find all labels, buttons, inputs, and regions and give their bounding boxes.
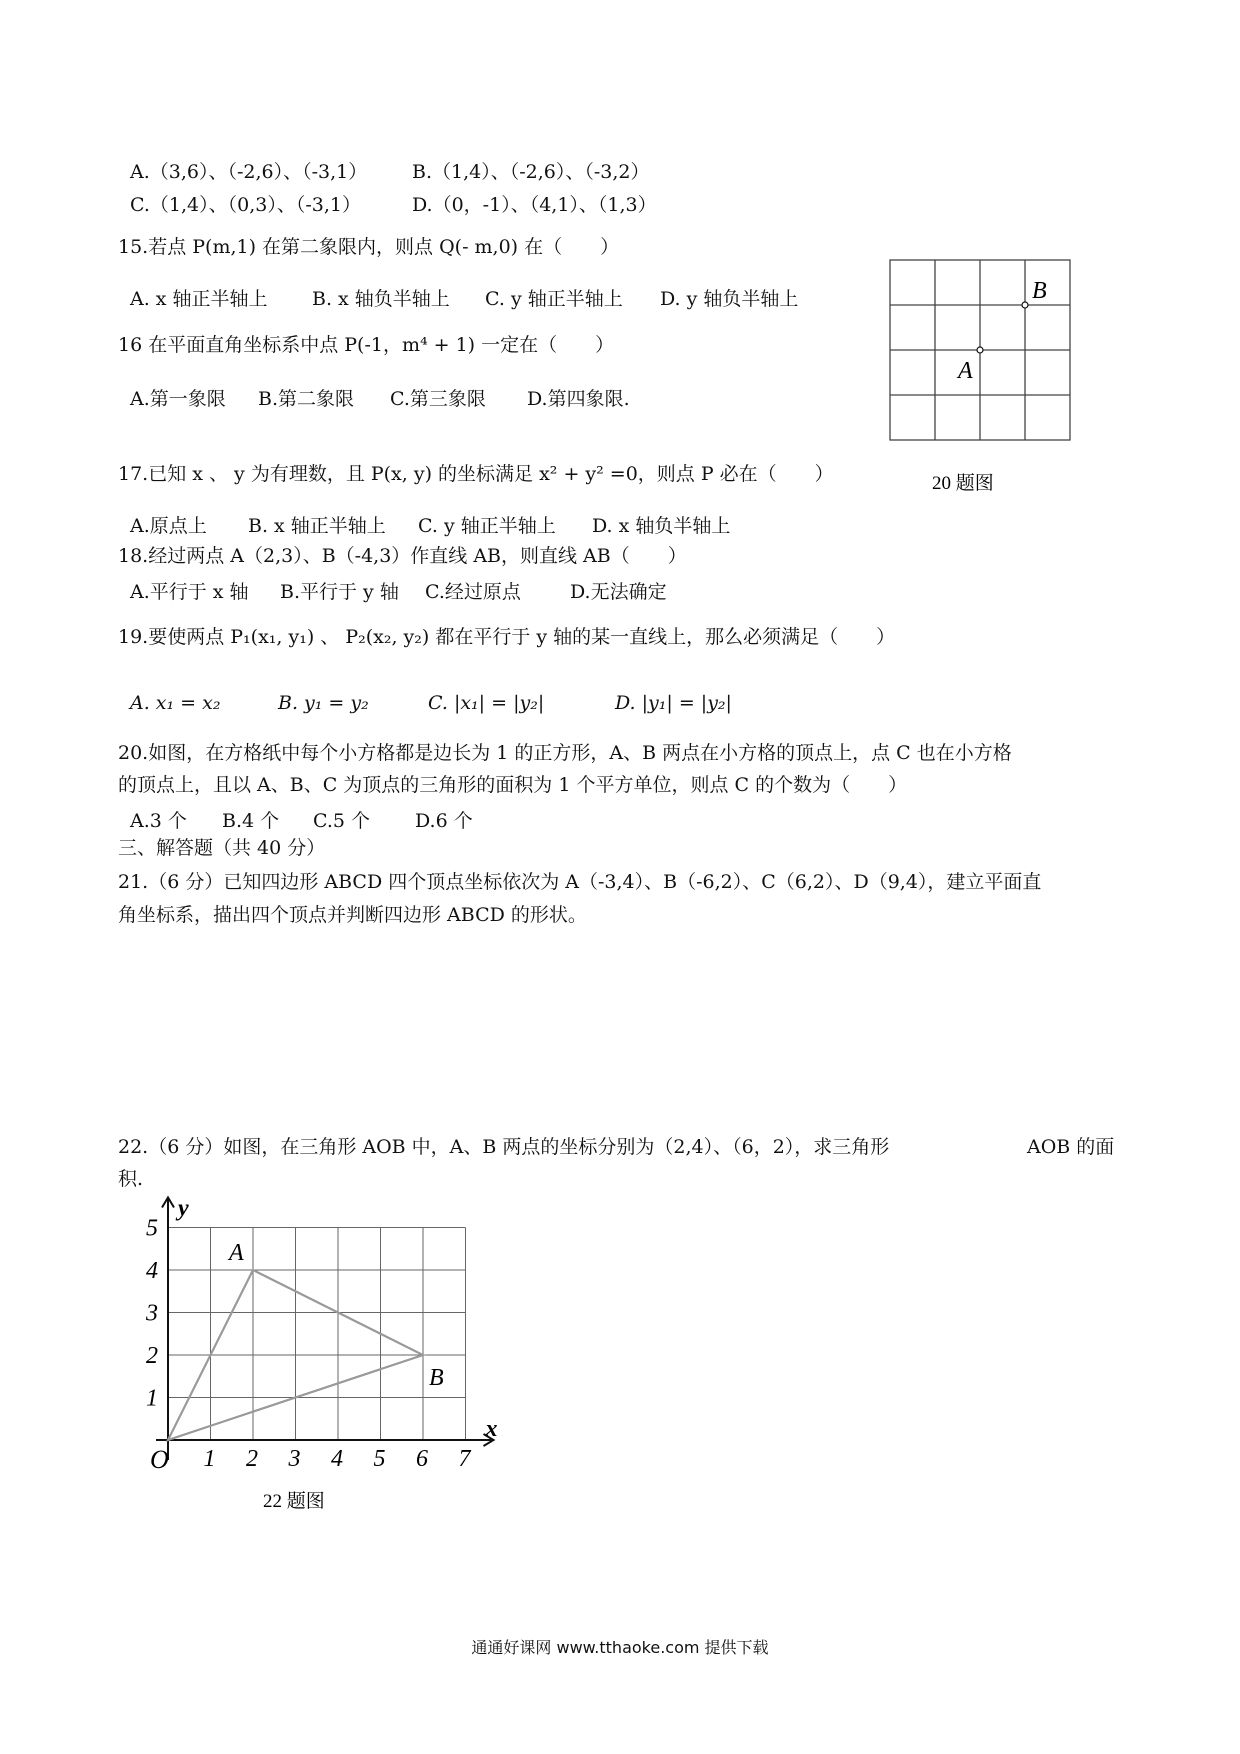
q21-line1: 21.（6 分）已知四边形 ABCD 四个顶点坐标依次为 A（-3,4）、B（-6,2）、C（6,2）、D（9,4），建立平面直 — [118, 871, 1042, 893]
q21-line2: 角坐标系，描出四个顶点并判断四边形 ABCD 的形状。 — [118, 904, 587, 926]
x-tick-label: 4 — [331, 1446, 343, 1472]
x-tick-label: 5 — [373, 1446, 386, 1472]
q16-option-b: B.第二象限 — [258, 388, 355, 410]
q19-option-d: D. |y₁| = |y₂| — [615, 692, 732, 714]
q18-option-d: D.无法确定 — [570, 581, 667, 603]
q22-y-ticks — [145, 1216, 158, 1412]
x-tick-label: 3 — [288, 1446, 301, 1472]
q20-option-c: C.5 个 — [313, 810, 371, 832]
q18-stem: 18.经过两点 A（2,3）、B（-4,3）作直线 AB，则直线 AB（ ） — [118, 545, 687, 567]
q18-option-c: C.经过原点 — [425, 581, 521, 603]
q20-caption: 20 题图 — [932, 473, 994, 494]
section3-title: 三、解答题（共 40 分） — [118, 837, 326, 859]
x-tick-label: 6 — [416, 1446, 428, 1472]
q17-option-b: B. x 轴正半轴上 — [248, 515, 386, 537]
q20-stem-line2: 的顶点上，且以 A、B、C 为顶点的三角形的面积为 1 个平方单位，则点 C 的个数为（ ） — [118, 774, 908, 796]
q20-option-d: D.6 个 — [415, 810, 473, 832]
q14-option-c: C.（1,4）、（0,3）、（-3,1） — [130, 194, 361, 216]
q17-option-d: D. x 轴负半轴上 — [592, 515, 731, 537]
q19-option-a: A. x₁ = x₂ — [130, 692, 221, 714]
q17-option-c: C. y 轴正半轴上 — [418, 515, 556, 537]
q15-option-d: D. y 轴负半轴上 — [660, 288, 799, 310]
y-tick-label: 3 — [146, 1300, 158, 1327]
q22-x-axis-label: x — [485, 1416, 498, 1442]
q15-option-c: C. y 轴正半轴上 — [485, 288, 623, 310]
q15-option-a: A. x 轴正半轴上 — [130, 288, 268, 310]
q16-option-c: C.第三象限 — [390, 388, 486, 410]
q20-label-b: B — [1032, 278, 1047, 304]
y-tick-label: 5 — [146, 1215, 158, 1242]
q22-label-b: B — [429, 1365, 444, 1391]
q16-option-d: D.第四象限. — [527, 388, 630, 410]
q20-point-b — [1022, 302, 1028, 308]
q22-origin-label: O — [150, 1445, 169, 1474]
q22-caption: 22 题图 — [263, 1491, 325, 1512]
q15-stem: 15.若点 P(m,1) 在第二象限内，则点 Q(- m,0) 在（ ） — [118, 236, 620, 258]
x-tick-label: 2 — [246, 1446, 258, 1472]
q22-y-axis-label: y — [178, 1195, 189, 1222]
page-footer: 通通好课网 www.tthaoke.com 提供下载 — [471, 1638, 769, 1657]
q17-stem: 17.已知 x 、 y 为有理数，且 P(x, y) 的坐标满足 x² + y² =0，则点 P 必在（ ） — [118, 463, 834, 485]
q22-figure — [110, 1185, 510, 1515]
q22-line2: 积. — [118, 1168, 144, 1190]
q20-option-a: A.3 个 — [130, 810, 187, 832]
q22-x-ticks — [204, 1446, 472, 1472]
q22-grid — [168, 1228, 466, 1441]
q22-line1-left: 22.（6 分）如图，在三角形 AOB 中，A、B 两点的坐标分别为（2,4）、（6，2），求三角形 — [118, 1136, 890, 1158]
q19-stem: 19.要使两点 P₁(x₁, y₁) 、 P₂(x₂, y₂) 都在平行于 y 轴的某一直线上，那么必须满足（ ） — [118, 626, 896, 648]
q22-label-a: A — [229, 1240, 244, 1266]
q19-option-b: B. y₁ = y₂ — [278, 692, 369, 714]
q14-option-a: A.（3,6）、（-2,6）、（-3,1） — [130, 161, 368, 183]
q20-stem-line1: 20.如图，在方格纸中每个小方格都是边长为 1 的正方形，A、B 两点在小方格的顶点上，点 C 也在小方格 — [118, 742, 1012, 764]
q14-option-b: B.（1,4）、（-2,6）、（-3,2） — [412, 161, 650, 183]
y-tick-label: 4 — [146, 1258, 158, 1284]
x-tick-label: 1 — [203, 1446, 216, 1472]
q18-option-b: B.平行于 y 轴 — [280, 581, 399, 603]
q17-option-a: A.原点上 — [130, 515, 207, 537]
q16-stem: 16 在平面直角坐标系中点 P(-1，m⁴ + 1) 一定在（ ） — [118, 334, 615, 356]
q20-figure — [880, 250, 1120, 500]
q20-option-b: B.4 个 — [222, 810, 280, 832]
q16-option-a: A.第一象限 — [130, 388, 226, 410]
q22-axes — [156, 1195, 494, 1461]
q22-line1-right: AOB 的面 — [1027, 1136, 1115, 1158]
q18-option-a: A.平行于 x 轴 — [130, 581, 249, 603]
q19-option-c: C. |x₁| = |y₂| — [428, 692, 545, 714]
y-tick-label: 2 — [146, 1343, 158, 1369]
q20-point-a — [977, 347, 983, 353]
q20-label-a: A — [958, 358, 973, 384]
q15-option-b: B. x 轴负半轴上 — [312, 288, 450, 310]
q14-option-d: D.（0，-1）、（4,1）、（1,3） — [412, 194, 657, 216]
y-tick-label: 1 — [146, 1385, 158, 1412]
x-tick-label: 7 — [458, 1446, 471, 1472]
